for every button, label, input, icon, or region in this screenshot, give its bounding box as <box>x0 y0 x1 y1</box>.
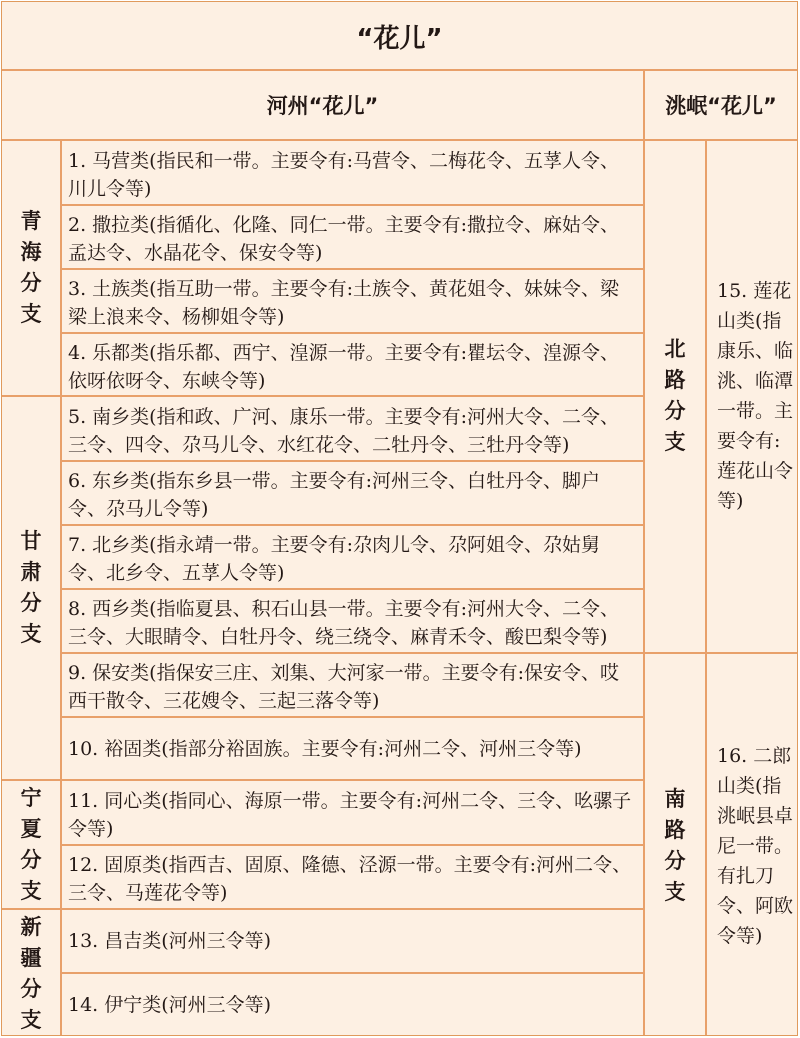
table-title: “花儿” <box>356 23 443 54</box>
divider <box>705 139 707 1036</box>
divider <box>643 69 645 1036</box>
branch-ningxia <box>2 781 60 908</box>
branch-xinjiang <box>2 910 60 1036</box>
divider <box>60 716 643 718</box>
route-label: 北路分支 <box>664 337 686 454</box>
list-item: 3. 土族类(指互助一带。主要令有:土族令、黄花姐令、妹妹令、梁梁上浪来令、杨柳姐令等) <box>68 278 619 328</box>
list-item: 8. 西乡类(指临夏县、积石山县一带。主要令有:河州大令、二令、三令、大眼睛令、白牡丹令、绕三绕令、麻青禾令、酸巴梨令等) <box>68 598 619 648</box>
divider <box>60 652 797 654</box>
divider <box>2 139 797 141</box>
route-south-desc: 16. 二郎山类(指洮岷县卓尼一带。有扎刀令、阿欧令等) <box>717 744 794 947</box>
route-north-label <box>645 140 705 652</box>
list-item: 5. 南乡类(指和政、广河、康乐一带。主要令有:河州大令、二令、三令、四令、尕马儿令、水红花令、二牡丹令、三牡丹令等) <box>68 406 619 456</box>
flower-table <box>1 1 798 1036</box>
list-item: 11. 同心类(指同心、海原一带。主要令有:河州二令、三令、吆骡子令等) <box>68 790 632 840</box>
divider <box>60 204 643 206</box>
taomin-header: 洮岷“花儿” <box>665 94 777 118</box>
branch-qinghai <box>2 140 60 395</box>
branch-label: 宁夏分支 <box>20 785 42 903</box>
divider <box>60 972 643 974</box>
route-north-desc: 15. 莲花山类(指康乐、临洮、临潭一带。主要令有:莲花山令等) <box>717 280 794 512</box>
divider <box>60 268 643 270</box>
list-item: 4. 乐都类(指乐都、西宁、湟源一带。主要令有:瞿坛令、湟源令、依呀依呀令、东峡令等) <box>68 342 619 392</box>
list-item: 6. 东乡类(指东乡县一带。主要令有:河州三令、白牡丹令、脚户令、尕马儿令等) <box>68 470 600 520</box>
divider <box>60 844 643 846</box>
divider <box>60 332 643 334</box>
list-item: 2. 撒拉类(指循化、化隆、同仁一带。主要令有:撒拉令、麻姑令、孟达令、水晶花令、保安令等) <box>68 214 619 264</box>
hezhou-header: 河州“花儿” <box>266 94 379 118</box>
divider <box>2 908 643 910</box>
branch-label: 甘肃分支 <box>20 529 42 646</box>
list-item: 10. 裕固类(指部分裕固族。主要令有:河州二令、河州三令等) <box>68 738 582 760</box>
divider <box>60 524 643 526</box>
list-item: 1. 马营类(指民和一带。主要令有:马营令、二梅花令、五莩人令、川儿令等) <box>68 150 619 200</box>
route-south-label <box>645 654 705 1036</box>
list-item: 14. 伊宁类(河州三令等) <box>68 994 272 1016</box>
divider <box>60 588 643 590</box>
list-item: 13. 昌吉类(河州三令等) <box>68 930 272 952</box>
route-label: 南路分支 <box>664 786 686 904</box>
branch-label: 新疆分支 <box>20 914 42 1032</box>
branch-label: 青海分支 <box>20 208 42 326</box>
list-item: 9. 保安类(指保安三庄、刘集、大河家一带。主要令有:保安令、哎西干散令、三花嫂令、三起三落令等) <box>68 662 619 712</box>
list-item: 12. 固原类(指西吉、固原、隆德、泾源一带。主要令有:河州二令、三令、马莲花令等) <box>68 854 632 904</box>
list-item: 7. 北乡类(指永靖一带。主要令有:尕肉儿令、尕阿姐令、尕姑舅令、北乡令、五莩人令等) <box>68 534 600 584</box>
divider <box>2 779 643 781</box>
divider <box>60 460 643 462</box>
divider <box>2 395 643 397</box>
branch-gansu <box>2 397 60 779</box>
divider <box>2 69 797 71</box>
